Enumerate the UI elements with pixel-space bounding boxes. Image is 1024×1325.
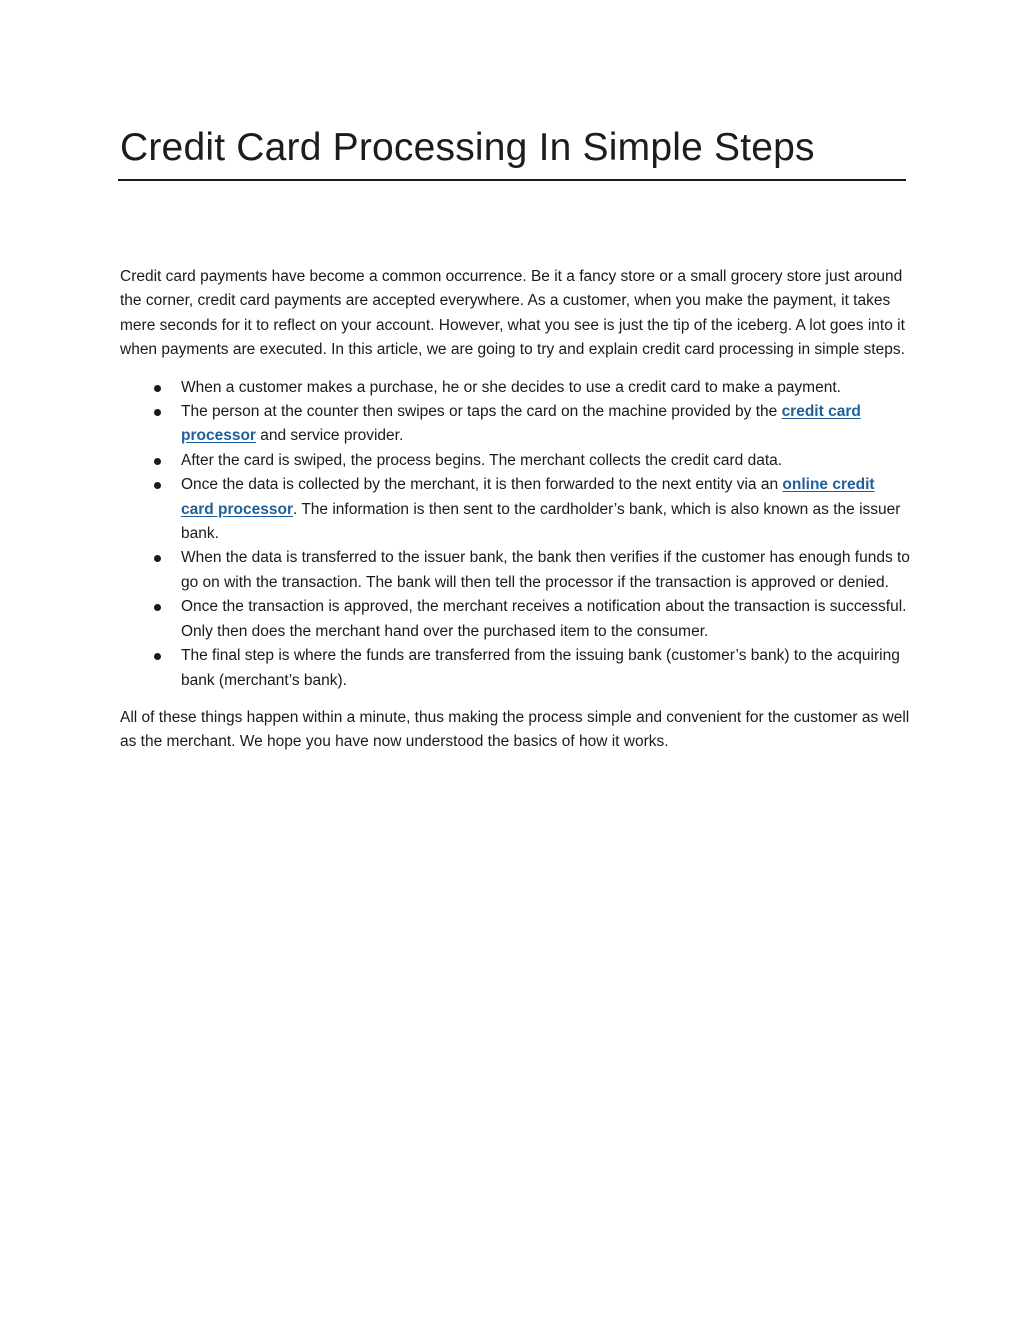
bullet-icon (154, 653, 161, 660)
step-text: When the data is transferred to the issuer bank, the bank then verifies if the customer has enough funds to go on with the transaction. The bank will then tell the processor if the transaction is approved or denied. (181, 549, 910, 591)
step-text: Once the transaction is approved, the merchant receives a notification about the transaction is successful. Only then does the merchant hand over the purchased item to the consumer. (181, 598, 907, 640)
bullet-icon (154, 604, 161, 611)
title-underline-divider (118, 179, 906, 181)
list-item (120, 449, 910, 473)
online-credit-card-processor-link[interactable]: online credit card processor (181, 476, 875, 518)
steps-list (120, 376, 910, 693)
step-text: When a customer makes a purchase, he or she decides to use a credit card to make a payment. (181, 378, 841, 396)
list-item (120, 473, 910, 546)
bullet-icon (154, 555, 161, 562)
list-item (120, 644, 910, 693)
bullet-icon (154, 458, 161, 465)
list-item (120, 376, 910, 400)
step-text: The final step is where the funds are transferred from the issuing bank (customer’s bank) to the acquiring bank (merchant’s bank). (181, 647, 900, 689)
bullet-icon (154, 409, 161, 416)
credit-card-processor-link[interactable]: credit card processor (181, 403, 861, 445)
list-item (120, 595, 910, 644)
bullet-icon (154, 385, 161, 392)
bullet-icon (154, 482, 161, 489)
step-text: The person at the counter then swipes or taps the card on the machine provided by the (181, 403, 782, 421)
step-text-tail: . The information is then sent to the cardholder’s bank, which is also known as the issuer bank. (181, 500, 901, 543)
step-text: Once the data is collected by the merchant, it is then forwarded to the next entity via an (181, 476, 783, 494)
list-item (120, 546, 910, 595)
list-item (120, 400, 910, 449)
document-body (120, 265, 910, 755)
intro-paragraph: Credit card payments have become a common occurrence. Be it a fancy store or a small grocery store just around the corner, credit card payments are accepted everywhere. As a customer, when you make the payment, it takes mere seconds for it to reflect on your account. However, what you see is just the tip of the iceberg. A lot goes into it when payments are executed. In this article, we are going to try and explain credit card processing in simple steps. (120, 268, 905, 359)
step-text-tail: and service provider. (255, 427, 404, 445)
page-title: Credit Card Processing In Simple Steps (120, 126, 815, 169)
step-text: After the card is swiped, the process begins. The merchant collects the credit card data. (181, 451, 783, 469)
conclusion-paragraph: All of these things happen within a minute, thus making the process simple and convenient for the customer as well as the merchant. We hope you have now understood the basics of how it works. (120, 708, 910, 751)
